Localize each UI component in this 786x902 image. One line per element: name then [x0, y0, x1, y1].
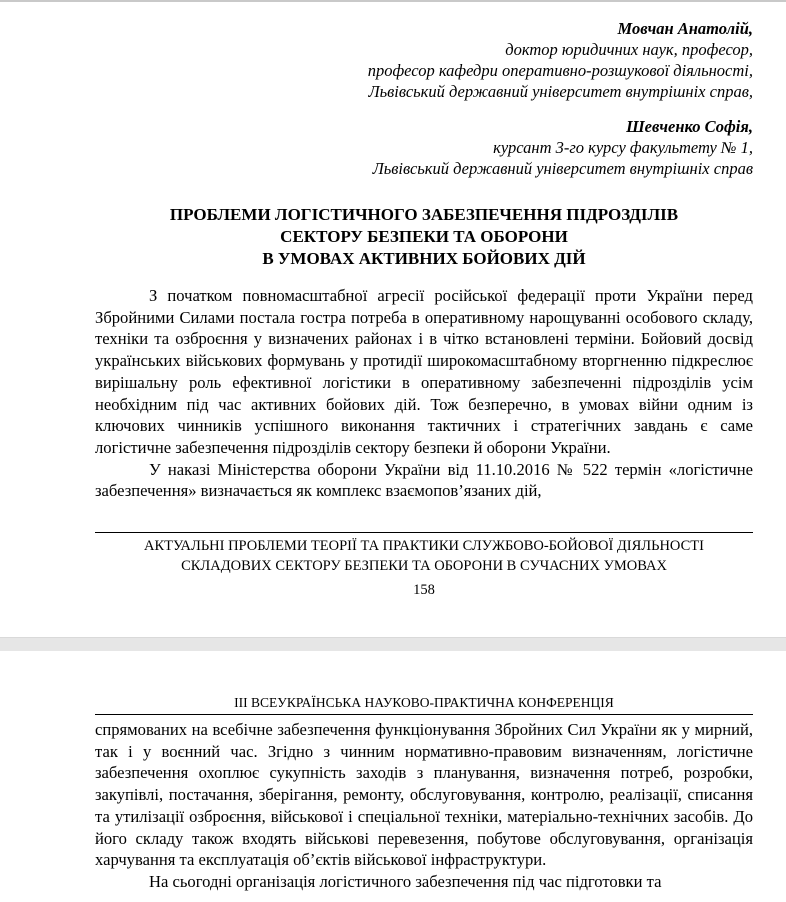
- article-title-line: СЕКТОРУ БЕЗПЕКИ ТА ОБОРОНИ: [280, 227, 568, 246]
- author-1-name: Мовчан Анатолій,: [617, 19, 753, 38]
- running-header: [95, 694, 753, 715]
- page-2: [0, 651, 786, 902]
- body-paragraph-partial: На сьогодні організація логістичного забезпечення під час підготовки та: [149, 871, 662, 891]
- page-1: [0, 2, 786, 637]
- author-2-affiliation-line: Львівський державний університет внутрішніх справ: [372, 159, 753, 178]
- page-2-content: [95, 719, 753, 893]
- article-title: [95, 204, 753, 270]
- running-header-text: ІІІ ВСЕУКРАЇНСЬКА НАУКОВО-ПРАКТИЧНА КОНФЕРЕНЦІЯ: [234, 695, 614, 710]
- running-footer-line: АКТУАЛЬНІ ПРОБЛЕМИ ТЕОРІЇ ТА ПРАКТИКИ СЛУЖБОВО-БОЙОВОЇ ДІЯЛЬНОСТІ: [144, 538, 704, 554]
- body-paragraph: З початком повномасштабної агресії російської федерації проти України перед Збройними Силами постала гостра потреба в оперативному нарощуванні особового складу, техніки та озброєння у визначених районах і в чітко встановлені терміни. Бойовий досвід українських військових формувань у протидії широкомасштабному вторгненню підкреслює вирішальну роль ефективної логістики в оперативному забезпеченні підрозділів усім необхідним під час активних бойових дій. Тож безперечно, в умовах війни одним із ключових чинників успішного виконання тактичних і стратегічних завдань є саме логістичне забезпечення підрозділів сектору безпеки й оборони України.: [95, 286, 753, 457]
- author-1-affiliation-line: професор кафедри оперативно-розшукової діяльності,: [367, 61, 753, 80]
- author-1-affiliation-line: Львівський державний університет внутрішніх справ,: [368, 82, 753, 101]
- page-number: 158: [413, 582, 435, 598]
- author-block-1: [95, 2, 753, 102]
- author-2-name: Шевченко Софія,: [626, 117, 753, 136]
- article-title-line: В УМОВАХ АКТИВНИХ БОЙОВИХ ДІЙ: [262, 249, 586, 268]
- author-block-2: [95, 116, 753, 179]
- article-title-line: ПРОБЛЕМИ ЛОГІСТИЧНОГО ЗАБЕЗПЕЧЕННЯ ПІДРОЗДІЛІВ: [169, 205, 679, 224]
- author-1-affiliation-line: доктор юридичних наук, професор,: [505, 40, 753, 59]
- page-1-footer: [95, 532, 753, 601]
- page-gap: [0, 637, 786, 651]
- body-paragraph: У наказі Міністерства оборони України від 11.10.2016 № 522 термін «логістичне забезпечення» визначається як комплекс взаємопов’язаних дій,: [95, 459, 753, 501]
- body-paragraph: спрямованих на всебічне забезпечення функціонування Збройних Сил України як у мирний, так і у воєнний час. Згідно з чинним нормативно-правовим визначенням, логістичне забезпечення охоплює сукупність заходів з планування, визначення потреб, розробки, закупівлі, постачання, зберігання, ремонту, обслуговування, контролю, реалізації, списання та утилізації озброєння, військової і спеціальної техніки, матеріально-технічних засобів. До його складу також входять військові перевезення, побутове обслуговування, організація харчування та експлуатація об’єктів військової інфраструктури.: [95, 720, 753, 870]
- running-footer-line: СКЛАДОВИХ СЕКТОРУ БЕЗПЕКИ ТА ОБОРОНИ В СУЧАСНИХ УМОВАХ: [181, 557, 667, 574]
- author-2-affiliation-line: курсант 3-го курсу факультету № 1,: [493, 138, 753, 157]
- page-1-content: [95, 2, 753, 502]
